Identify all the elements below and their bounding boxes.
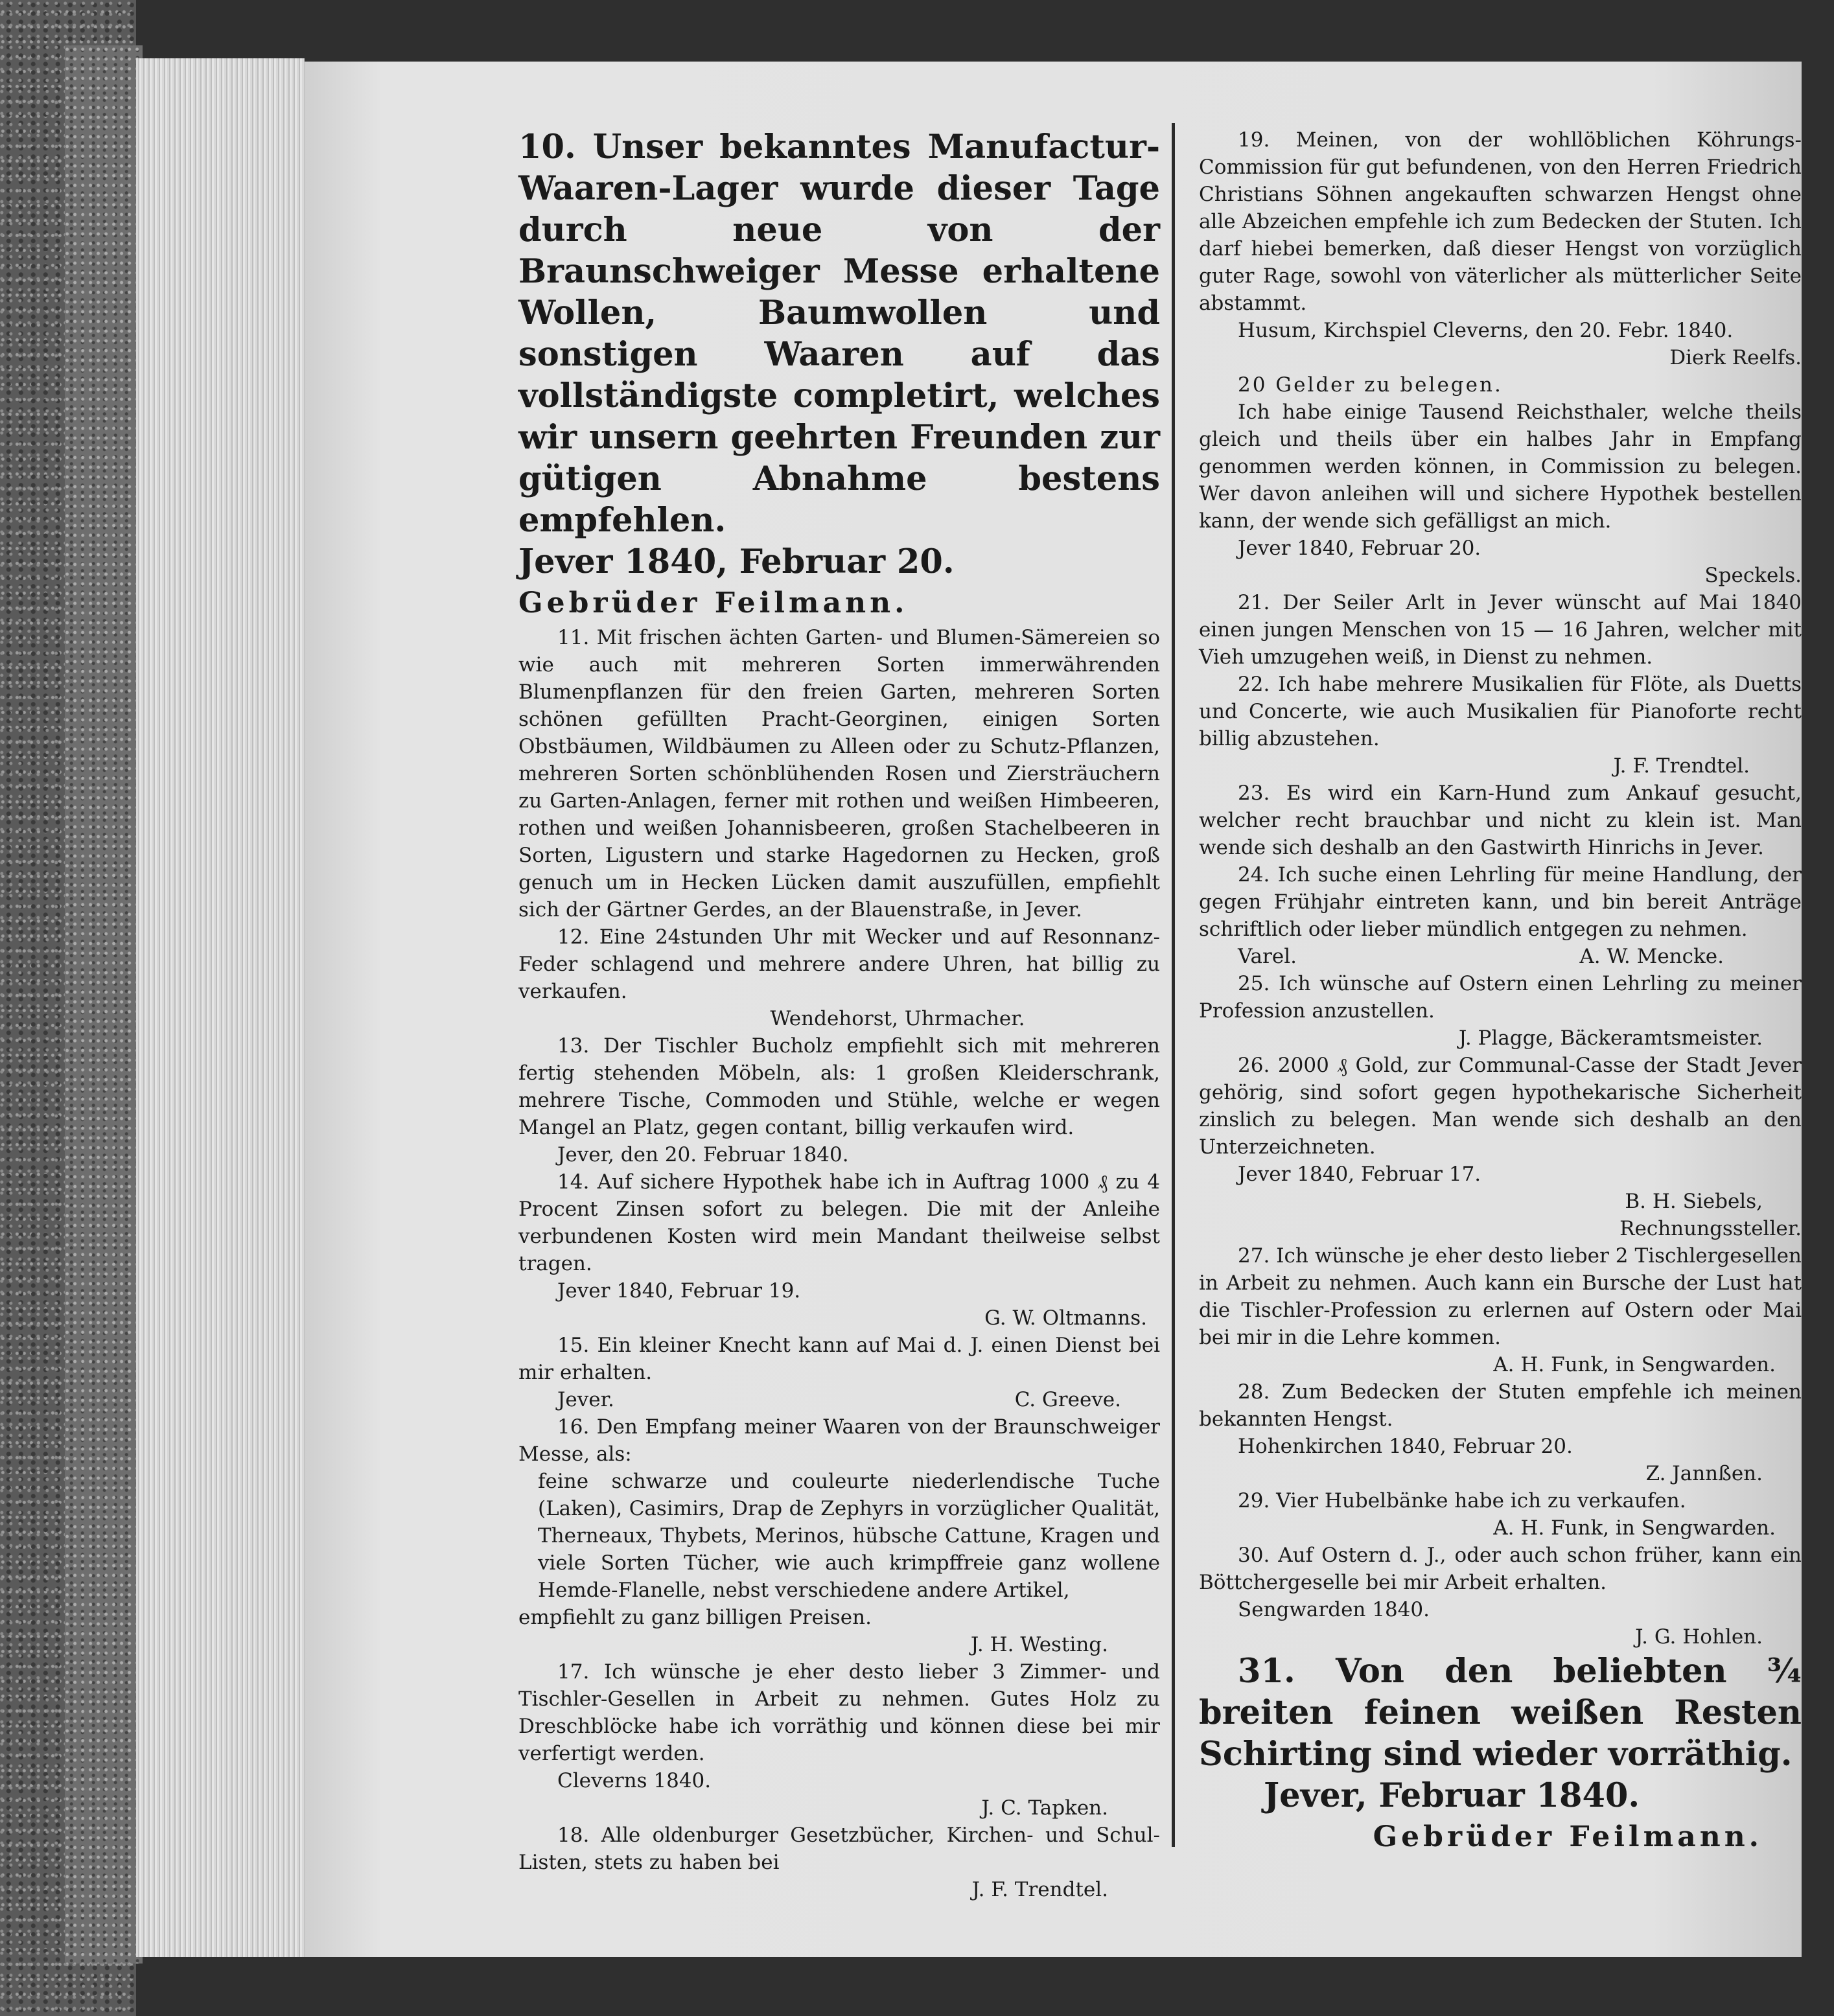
ad-29-signature: A. H. Funk, in Sengwarden. <box>1493 1516 1776 1540</box>
ad-17-text: 17. Ich wünsche je eher desto lieber 3 Zimmer- und Tischler-Gesellen in Arbeit zu nehmen. Gutes Holz zu Dreschblöcke habe ich vorräthig und können diese bei mir verfertigt werden. <box>518 1660 1160 1765</box>
ad-16-end: empfiehlt zu ganz billigen Preisen. <box>518 1606 872 1629</box>
ad-10-date: Jever 1840, Februar 20. <box>518 542 955 581</box>
ad-31-signature: Gebrüder Feilmann. <box>1373 1820 1763 1853</box>
ad-28-text: 28. Zum Bedecken der Stuten empfehle ich meinen bekannten Hengst. <box>1199 1380 1802 1431</box>
ad-12-signature: Wendehorst, Uhrmacher. <box>770 1007 1025 1030</box>
ad-31-date: Jever, Februar 1840. <box>1264 1776 1640 1815</box>
ad-18-signature: J. F. Trendtel. <box>971 1878 1108 1901</box>
ad-24-place: Varel. <box>1238 945 1297 968</box>
ad-24-footer <box>1199 943 1802 970</box>
ad-10-signature: Gebrüder Feilmann. <box>518 586 909 620</box>
ad-28-date: Hohenkirchen 1840, Februar 20. <box>1238 1435 1573 1458</box>
ad-15-place: Jever. <box>557 1388 614 1411</box>
ad-14-signature: G. W. Oltmanns. <box>984 1306 1147 1330</box>
ad-19-date: Husum, Kirchspiel Cleverns, den 20. Febr. 1840. <box>1238 319 1734 342</box>
ad-26-text: 26. 2000 ₰ Gold, zur Communal-Casse der Stadt Jever gehörig, sind sofort gegen hypothekarische Sicherheit zinslich zu belegen. Man wende sich deshalb an den Unterzeichneten. <box>1199 1054 1802 1159</box>
ad-16-text: 16. Den Empfang meiner Waaren von der Braunschweiger Messe, als: <box>518 1415 1160 1466</box>
page-edges <box>136 58 305 1957</box>
ad-12-text: 12. Eine 24stunden Uhr mit Wecker und auf Resonnanz-Feder schlagend und mehrere andere Uhren, hat billig zu verkaufen. <box>518 925 1160 1003</box>
ad-25-signature: J. Plagge, Bäckeramtsmeister. <box>1458 1026 1763 1050</box>
ad-17-signature: J. C. Tapken. <box>981 1796 1108 1820</box>
ad-22-text: 22. Ich habe mehrere Musikalien für Flöte, als Duetts und Concerte, wie auch Musikalien für Pianoforte recht billig abzustehen. <box>1199 673 1802 750</box>
right-column <box>1199 126 1802 1858</box>
ad-10-text: 10. Unser bekanntes Manufactur-Waaren-Lager wurde dieser Tage durch neue von der Braunschweiger Messe erhaltene Wollen, Baumwollen und sonstigen Waaren auf das vollständigste completirt, welches wir unsern geehrten Freunden zur gütigen Abnahme bestens empfehlen. <box>518 128 1160 540</box>
ad-13-date: Jever, den 20. Februar 1840. <box>557 1143 849 1166</box>
ad-31-text: 31. Von den beliebten ¾ breiten feinen weißen Resten Schirting sind wieder vorräthig. <box>1199 1652 1802 1774</box>
ad-28-signature: Z. Jannßen. <box>1645 1462 1763 1485</box>
ad-26-date: Jever 1840, Februar 17. <box>1238 1163 1481 1186</box>
ad-30-date: Sengwarden 1840. <box>1238 1598 1430 1621</box>
ad-15-signature: C. Greeve. <box>1014 1388 1121 1411</box>
ad-24-text: 24. Ich suche einen Lehrling für meine Handlung, der gegen Frühjahr eintreten kann, und bin bereit Anträge schriftlich oder lieber mündlich entgegen zu nehmen. <box>1199 863 1802 941</box>
ad-18-text: 18. Alle oldenburger Gesetzbücher, Kirchen- und Schul-Listen, stets zu haben bei <box>518 1824 1160 1874</box>
ad-16-list: feine schwarze und couleurte niederlendische Tuche (Laken), Casimirs, Drap de Zephyrs in vorzüglicher Qualität, Therneaux, Thybets, Merinos, hübsche Cattune, Kragen und viele Sorten Tücher, wie auch krimpffreie ganz wollene Hemde-Flanelle, nebst verschiedene andere Artikel, <box>538 1470 1160 1602</box>
ad-19-signature: Dierk Reelfs. <box>1669 346 1802 369</box>
column-divider <box>1172 123 1175 1847</box>
ad-22-signature: J. F. Trendtel. <box>1613 754 1750 778</box>
ad-15-footer <box>518 1386 1160 1413</box>
ad-24-signature: A. W. Mencke. <box>1579 945 1724 968</box>
ad-23-text: 23. Es wird ein Karn-Hund zum Ankauf gesucht, welcher recht brauchbar und nicht zu klein ist. Man wende sich deshalb an den Gastwirth Hinrichs in Jever. <box>1199 782 1802 859</box>
ad-21-text: 21. Der Seiler Arlt in Jever wünscht auf Mai 1840 einen jungen Menschen von 15 — 16 Jahren, welcher mit Vieh umzugehen weiß, in Dienst zu nehmen. <box>1199 591 1802 669</box>
ad-27-signature: A. H. Funk, in Sengwarden. <box>1493 1353 1776 1376</box>
ad-17-date: Cleverns 1840. <box>557 1769 712 1792</box>
ad-20-text: Ich habe einige Tausend Reichsthaler, welche theils gleich und theils über ein halbes Jahr in Empfang genommen werden können, in Commission zu belegen. Wer davon anleihen will und sichere Hypothek bestellen kann, der wende sich gefälligst an mich. <box>1199 400 1802 533</box>
ad-15-text: 15. Ein kleiner Knecht kann auf Mai d. J. einen Dienst bei mir erhalten. <box>518 1334 1160 1384</box>
ad-13-text: 13. Der Tischler Bucholz empfiehlt sich mit mehreren fertig stehenden Möbeln, als: 1 großen Kleiderschrank, mehrere Tische, Commoden und Stühle, welche er wegen Mangel an Platz, gegen contant, billig verkaufen wird. <box>518 1034 1160 1139</box>
ad-30-text: 30. Auf Ostern d. J., oder auch schon früher, kann ein Böttchergeselle bei mir Arbeit erhalten. <box>1199 1544 1802 1594</box>
ad-14-date: Jever 1840, Februar 19. <box>557 1279 801 1303</box>
ad-11-text: 11. Mit frischen ächten Garten- und Blumen-Sämereien so wie auch mit mehreren Sorten immerwährenden Blumenpflanzen für den freien Garten, mehreren Sorten schönen gefüllten Pracht-Georginen, einigen Sorten Obstbäumen, Wildbäumen zu Alleen oder zu Schutz-Pflanzen, mehreren Sorten schönblühenden Rosen und Ziersträuchern zu Garten-Anlagen, ferner mit rothen und weißen Himbeeren, rothen und weißen Johannisbeeren, großen Stachelbeeren in Sorten, Ligustern und starke Hagedornen zu Hecken, groß genuch um in Hecken Lücken damit auszufüllen, empfiehlt sich der Gärtner Gerdes, an der Blauenstraße, in Jever. <box>518 626 1160 921</box>
ad-26-signature: B. H. Siebels, <box>1625 1190 1763 1213</box>
ad-20-date: Jever 1840, Februar 20. <box>1238 537 1481 560</box>
ad-27-text: 27. Ich wünsche je eher desto lieber 2 Tischlergesellen in Arbeit zu nehmen. Auch kann ein Bursche der Lust hat die Tischler-Profession zu erlernen auf Ostern oder Mai bei mir in die Lehre kommen. <box>1199 1244 1802 1349</box>
ad-19-text: 19. Meinen, von der wohllöblichen Köhrungs-Commission für gut befundenen, von den Herren Friedrich Christians Söhnen angekauften schwarzen Hengst ohne alle Abzeichen empfehle ich zum Bedecken der Stuten. Ich darf hiebei bemerken, daß dieser Hengst von vorzüglich guter Rage, sowohl von väterlicher als mütterlicher Seite abstammt. <box>1199 128 1802 315</box>
ad-16-signature: J. H. Westing. <box>970 1633 1108 1656</box>
ad-26-role: Rechnungssteller. <box>1619 1217 1802 1240</box>
ad-14-text: 14. Auf sichere Hypothek habe ich in Auftrag 1000 ₰ zu 4 Procent Zinsen sofort zu belegen. Die mit der Anleihe verbundenen Kosten wird mein Mandant theilweise selbst tragen. <box>518 1170 1160 1275</box>
ad-25-text: 25. Ich wünsche auf Ostern einen Lehrling zu meiner Profession anzustellen. <box>1199 972 1802 1023</box>
left-column <box>518 126 1160 1903</box>
ad-20-heading: 20 Gelder zu belegen. <box>1238 373 1503 397</box>
ad-29-text: 29. Vier Hubelbänke habe ich zu verkaufen. <box>1238 1489 1686 1512</box>
book-cover-edge <box>65 45 143 1964</box>
ad-30-signature: J. G. Hohlen. <box>1635 1625 1763 1649</box>
ad-20-signature: Speckels. <box>1704 564 1802 587</box>
